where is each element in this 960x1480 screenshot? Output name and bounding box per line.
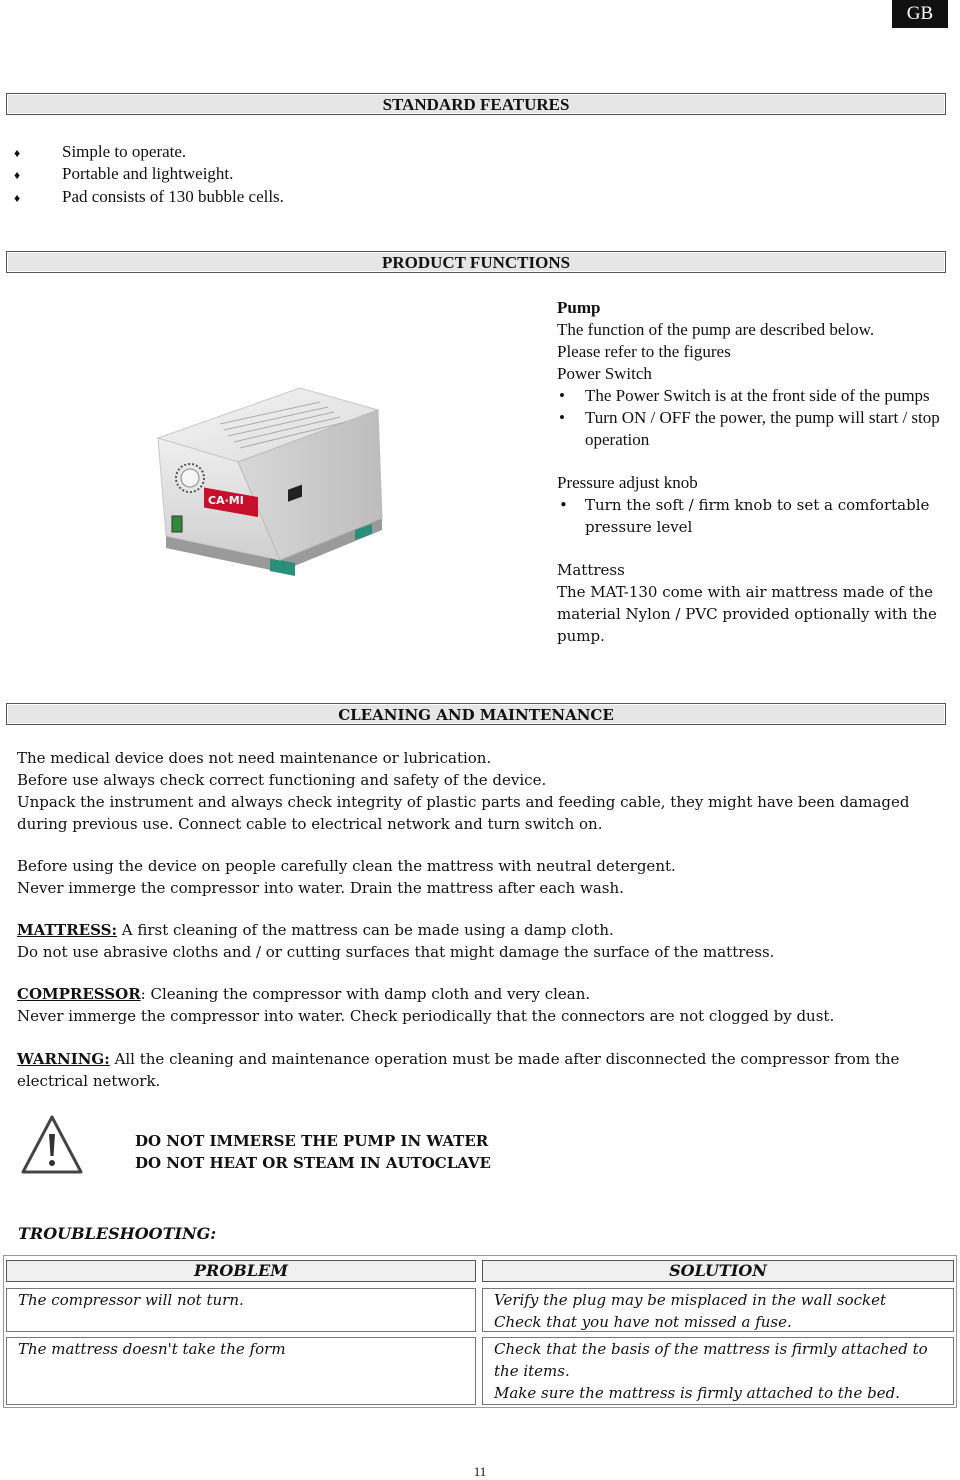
diamond-bullet-icon: ♦ [14,168,21,182]
pressure-knob-heading: Pressure adjust knob [557,473,698,492]
column-header-solution: SOLUTION [482,1260,954,1282]
table-row-problem: The mattress doesn't take the form [6,1337,476,1405]
warning-triangle-icon [20,1114,84,1176]
section-header-product-functions: PRODUCT FUNCTIONS [6,251,946,273]
pressure-knob-item: • Turn the soft / firm knob to set a comfortable pressure level [557,494,942,538]
brand-logo: CA·MI [208,494,244,507]
feature-item: ♦ Pad consists of 130 bubble cells. [14,186,284,209]
pump-product-image [150,380,390,580]
pump-heading: Pump [557,298,601,317]
table-row-problem: The compressor will not turn. [6,1288,476,1332]
warning-notice: DO NOT IMMERSE THE PUMP IN WATER DO NOT HEAT OR STEAM IN AUTOCLAVE [135,1132,491,1172]
cleaning-paragraph: Before using the device on people carefully clean the mattress with neutral detergent. Never immerge the compressor into water. Drain the mattress after each wash. [17,857,676,897]
mattress-cleaning-paragraph: MATTRESS: A first cleaning of the mattress can be made using a damp cloth. Do not use abrasive cloths and / or cutting surfaces that might damage the surface of the mattress. [17,921,775,961]
warning-paragraph: WARNING: All the cleaning and maintenance operation must be made after disconnected the compressor from the electrical network. [17,1050,900,1090]
table-row-solution: Check that the basis of the mattress is firmly attached to the items. Make sure the mattress is firmly attached to the bed. [482,1337,954,1405]
section-header-standard-features: STANDARD FEATURES [6,93,946,115]
pump-description [557,297,942,647]
diamond-bullet-icon: ♦ [14,146,21,160]
power-switch-item: • Turn ON / OFF the power, the pump will start / stop operation [557,407,942,451]
section-header-cleaning: CLEANING AND MAINTENANCE [6,703,946,725]
diamond-bullet-icon: ♦ [14,191,21,205]
compressor-label: COMPRESSOR [17,985,141,1003]
mattress-heading: Mattress [557,561,625,579]
cleaning-paragraph: The medical device does not need maintenance or lubrication. Before use always check correct functioning and safety of the device. Unpack the instrument and always check integrity of plastic parts and feeding cable, they might have been damaged during previous use. Connect cable to electrical network and turn switch on. [17,749,910,833]
pump-intro-line: The function of the pump are described below. [557,320,875,339]
feature-item: ♦ Portable and lightweight. [14,163,233,186]
power-switch-item: • The Power Switch is at the front side of the pumps [557,385,942,407]
column-header-problem: PROBLEM [6,1260,476,1282]
mattress-label: MATTRESS: [17,921,117,939]
warning-label: WARNING: [17,1050,110,1068]
power-switch-heading: Power Switch [557,364,652,383]
compressor-cleaning-paragraph: COMPRESSOR: Cleaning the compressor with damp cloth and very clean. Never immerge the compressor into water. Check periodically that the connectors are not clogged by dust. [17,985,835,1025]
pump-intro-line: Please refer to the figures [557,342,731,361]
troubleshooting-title: TROUBLESHOOTING: [18,1224,217,1243]
table-row-solution: Verify the plug may be misplaced in the wall socket Check that you have not missed a fuse. [482,1288,954,1332]
language-badge: GB [892,0,948,28]
mattress-description: The MAT-130 come with air mattress made of the material Nylon / PVC provided optionally with the pump. [557,583,937,645]
feature-item: ♦ Simple to operate. [14,141,186,164]
page-number: 11 [473,1464,487,1479]
